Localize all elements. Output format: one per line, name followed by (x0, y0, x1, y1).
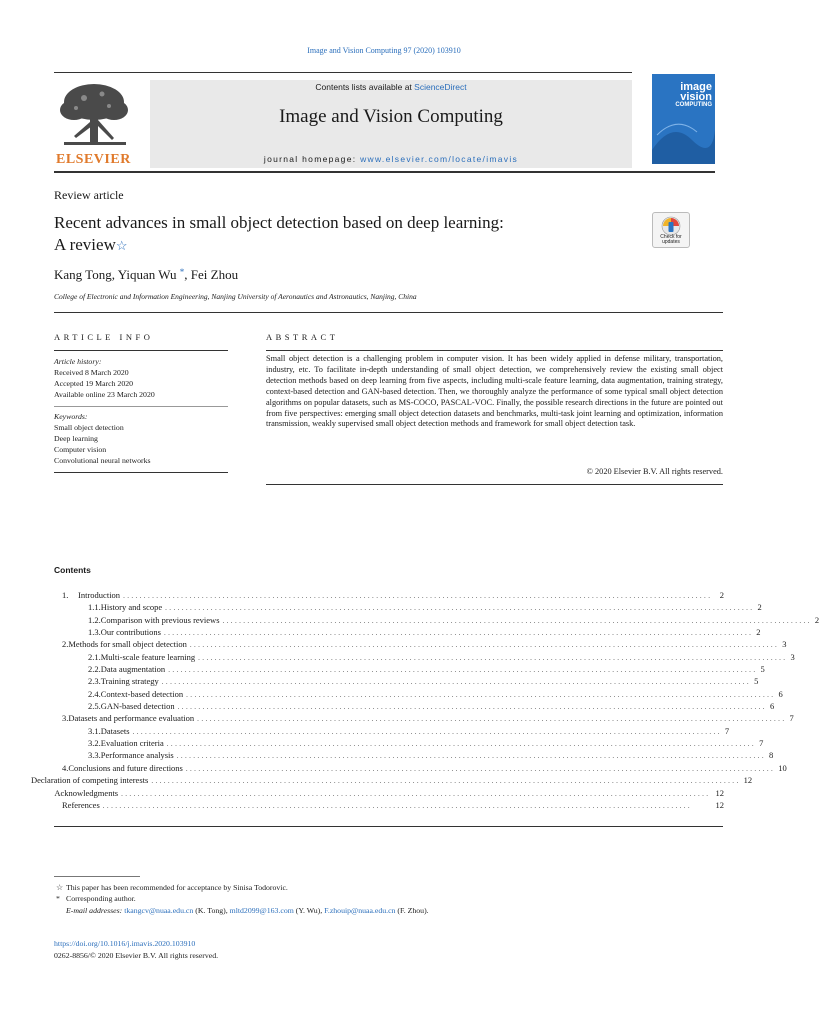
header-rule-bottom (54, 171, 715, 173)
doi-link[interactable]: https://doi.org/10.1016/j.imavis.2020.103910 (54, 939, 196, 948)
email-label: E-mail addresses: (66, 905, 125, 915)
footnotes (56, 882, 429, 916)
article-history (54, 356, 228, 400)
section-rule (54, 312, 723, 313)
toc-title[interactable]: Introduction (78, 590, 121, 600)
history-received: Received 8 March 2020 (54, 368, 129, 377)
toc-page-number: 12 (715, 799, 724, 810)
article-title (54, 212, 614, 257)
toc-leader-dots: .............................................................................................................................................. (197, 715, 787, 724)
toc-leader-dots: .............................................................................................................................................. (177, 703, 767, 712)
toc-leader-dots: .............................................................................................................................................. (161, 678, 752, 687)
toc-row[interactable] (62, 639, 787, 651)
toc-number: 1.3. (88, 627, 101, 638)
toc-leader-dots: .............................................................................................................................................. (186, 690, 776, 699)
history-label: Article history: (54, 357, 102, 366)
abstract-rule (266, 350, 723, 351)
toc-page-number: 12 (743, 775, 753, 786)
toc-number: 1.1. (88, 602, 101, 613)
toc-page-number: 7 (724, 725, 730, 736)
contents-available-line (150, 82, 632, 92)
toc-row[interactable] (62, 664, 765, 676)
footnote-corresponding-text: Corresponding author. (66, 894, 136, 904)
toc-row[interactable] (62, 738, 764, 750)
article-info-bottom-rule (54, 472, 228, 473)
toc-title[interactable]: Acknowledgments (54, 787, 119, 798)
toc-title[interactable]: Methods for small object detection (68, 639, 187, 650)
toc-number: 3.1. (88, 725, 101, 736)
toc-number: 1. (62, 590, 69, 600)
title-footnote-star[interactable]: ☆ (115, 238, 128, 253)
abstract-text: Small object detection is a challenging problem in computer vision. It has been widely applied in defense military, transportation, industry, etc. To facilitate in-depth understanding of small object detection, we comprehensively review the existing small object detection methods based on deep learning from five aspects, including multi-scale feature learning, data augmentation, training strategy, context-based detection and GAN-based detection. Then, we thoroughly analyze the performance of some typical small object detection algorithms on popular datasets, such as MS-COCO, PASCAL-VOC. Finally, the possible research directions in the future are pointed out from five perspectives: emerging small object detection datasets and benchmarks, multi-task joint learning and optimization, information transmission, weakly supervised small object detection methods and framework for small object detection task. (266, 354, 723, 429)
toc-number: 3. (62, 713, 69, 724)
email-link-tong[interactable]: tkangcv@nuaa.edu.cn (124, 905, 194, 915)
toc-number: 2.4. (88, 688, 101, 699)
toc-leader-dots: .............................................................................................................................................. (189, 641, 780, 650)
toc-leader-dots: .............................................................................................................................................. (222, 616, 812, 625)
table-of-contents (31, 590, 819, 812)
cover-title-line: COMPUTING (675, 102, 712, 108)
toc-title[interactable]: Training strategy (100, 676, 159, 687)
contents-heading: Contents (54, 565, 91, 575)
footnote-recommendation-text: This paper has been recommended for acceptance by Sinisa Todorovic. (66, 883, 288, 892)
toc-leader-dots: .............................................................................................................................................. (121, 789, 711, 798)
toc-row[interactable] (31, 800, 724, 812)
toc-page-number: 7 (759, 738, 764, 749)
toc-title[interactable]: Datasets (100, 725, 130, 736)
toc-title[interactable]: Conclusions and future directions (68, 762, 183, 773)
toc-leader-dots: .............................................................................................................................................. (168, 666, 758, 675)
toc-title[interactable]: Datasets and performance evaluation (68, 713, 195, 724)
toc-row[interactable] (62, 688, 783, 701)
toc-page-number: 6 (769, 701, 775, 712)
journal-title: Image and Vision Computing (279, 106, 503, 127)
keyword-item: Deep learning (54, 434, 98, 443)
email-name-tong: (K. Tong), (193, 905, 230, 915)
toc-number: 3.3. (88, 750, 101, 761)
article-title-line2: A review (54, 235, 116, 254)
cover-title-line: image (680, 81, 712, 93)
toc-title[interactable]: History and scope (100, 602, 163, 613)
toc-title[interactable]: Multi-scale feature learning (100, 651, 196, 662)
check-for-updates-badge[interactable] (652, 212, 690, 248)
history-online: Available online 23 March 2020 (54, 390, 155, 399)
journal-homepage-line (150, 154, 632, 164)
toc-number: 3.2. (88, 738, 101, 749)
toc-leader-dots: .............................................................................................................................................. (132, 727, 722, 736)
toc-leader-dots: .............................................................................................................................................. (123, 592, 713, 600)
footnote-asterisk-mark: * (56, 894, 60, 904)
toc-number: 2.5. (88, 701, 101, 712)
elsevier-wordmark: ELSEVIER (56, 152, 131, 167)
toc-row[interactable] (62, 614, 819, 627)
toc-number: 2.1. (88, 651, 101, 662)
toc-number: 4. (62, 762, 69, 773)
toc-title[interactable]: Performance analysis (100, 750, 174, 761)
homepage-label: journal homepage: (263, 154, 361, 164)
contents-bottom-rule (54, 826, 723, 827)
authors (54, 267, 238, 283)
authors-part1: Kang Tong, Yiquan Wu (54, 267, 180, 282)
keywords-rule (54, 406, 228, 407)
check-updates-icon (661, 216, 681, 236)
toc-number: 2. (62, 639, 69, 650)
toc-page-number: 2 (719, 590, 724, 600)
footnote-star-mark: ☆ (56, 883, 63, 892)
toc-title[interactable]: Context-based detection (100, 688, 184, 699)
corresponding-author-star[interactable]: * (179, 267, 185, 277)
abstract-bottom-rule (266, 484, 723, 485)
toc-row[interactable] (62, 725, 730, 738)
history-accepted: Accepted 19 March 2020 (54, 379, 134, 388)
toc-page-number: 12 (715, 787, 724, 798)
footnote-recommendation (56, 882, 429, 893)
toc-leader-dots: .............................................................................................................................................. (185, 764, 776, 773)
toc-title[interactable]: Data augmentation (100, 664, 166, 675)
article-title-line2-wrap (54, 234, 614, 257)
toc-title[interactable]: Declaration of competing interests (31, 775, 149, 786)
toc-page-number: 2 (814, 614, 819, 625)
email-name-zhou: (F. Zhou). (395, 905, 429, 915)
toc-leader-dots: .............................................................................................................................................. (176, 752, 766, 761)
abstract-heading: ABSTRACT (266, 332, 339, 342)
homepage-link[interactable]: www.elsevier.com/locate/imavis (360, 154, 519, 164)
journal-cover-image[interactable] (652, 74, 715, 164)
abstract-copyright: © 2020 Elsevier B.V. All rights reserved. (586, 467, 723, 476)
article-title-line1: Recent advances in small object detection based on deep learning: (54, 213, 504, 232)
keywords-label: Keywords: (54, 412, 88, 421)
toc-page-number: 8 (769, 750, 774, 761)
toc-number: 1.2. (88, 614, 101, 625)
toc-page-number: 10 (778, 762, 787, 773)
sciencedirect-link[interactable]: ScienceDirect (414, 82, 467, 92)
toc-page-number: 2 (757, 602, 762, 613)
toc-leader-dots: .............................................................................................................................................. (165, 604, 755, 613)
toc-title[interactable]: Our contributions (100, 627, 161, 638)
toc-page-number: 5 (760, 664, 765, 675)
toc-page-number: 5 (754, 676, 759, 687)
toc-row[interactable] (62, 701, 775, 713)
toc-page-number: 3 (790, 651, 795, 662)
email-link-wu[interactable]: mltd2099@163.com (229, 905, 294, 915)
toc-title[interactable]: Evaluation criteria (100, 738, 164, 749)
authors-part2: , Fei Zhou (184, 267, 239, 282)
toc-row[interactable] (31, 788, 724, 800)
toc-leader-dots: .............................................................................................................................................. (166, 740, 757, 749)
toc-leader-dots: .............................................................................................................................................. (198, 653, 788, 662)
toc-page-number: 7 (789, 713, 794, 724)
toc-row[interactable] (62, 627, 761, 639)
toc-title[interactable]: GAN-based detection (100, 701, 175, 712)
toc-number: 2.3. (88, 676, 101, 687)
toc-page-number: 6 (778, 688, 783, 699)
footnote-rule (54, 876, 140, 877)
toc-number: 2.2. (88, 664, 101, 675)
article-info-heading: ARTICLE INFO (54, 332, 154, 342)
email-name-wu: (Y. Wu), (293, 905, 325, 915)
contents-available-text: Contents lists available at (315, 82, 415, 92)
toc-leader-dots: .............................................................................................................................................. (163, 629, 754, 638)
footnote-emails (66, 905, 429, 916)
email-link-zhou[interactable]: F.zhouip@nuaa.edu.cn (324, 905, 396, 915)
toc-title[interactable]: Comparison with previous reviews (100, 614, 220, 625)
toc-page-number: 3 (782, 639, 787, 650)
toc-row[interactable] (62, 676, 759, 688)
toc-row[interactable] (62, 602, 762, 614)
article-info-rule (54, 350, 228, 351)
toc-row[interactable] (62, 762, 787, 775)
toc-leader-dots: .............................................................................................................................................. (151, 777, 741, 786)
issn-copyright: 0262-8856/© 2020 Elsevier B.V. All rights reserved. (54, 951, 219, 960)
toc-leader-dots: .............................................................................................................................................. (102, 801, 693, 810)
journal-citation-link[interactable]: Image and Vision Computing 97 (2020) 103910 (307, 46, 461, 55)
article-type: Review article (54, 188, 124, 202)
toc-row[interactable] (62, 713, 794, 725)
cover-artwork (652, 110, 715, 164)
keyword-item: Convolutional neural networks (54, 456, 151, 465)
toc-row[interactable] (62, 651, 795, 664)
toc-row[interactable] (62, 590, 724, 602)
header-rule-top (54, 72, 632, 73)
affiliation: College of Electronic and Information Engineering, Nanjing University of Aeronautics and Astronautics, Nanjing, China (54, 292, 417, 301)
toc-row[interactable] (31, 775, 753, 787)
toc-row[interactable] (62, 750, 774, 762)
toc-page-number: 2 (756, 627, 761, 638)
cover-title-line: vision (680, 91, 712, 103)
footnote-corresponding (56, 893, 429, 904)
keywords (54, 411, 228, 466)
check-updates-label: Check for updates (660, 234, 682, 245)
keyword-item: Small object detection (54, 423, 124, 432)
keyword-item: Computer vision (54, 445, 107, 454)
cover-title (658, 82, 712, 109)
toc-title[interactable]: References (62, 799, 100, 810)
